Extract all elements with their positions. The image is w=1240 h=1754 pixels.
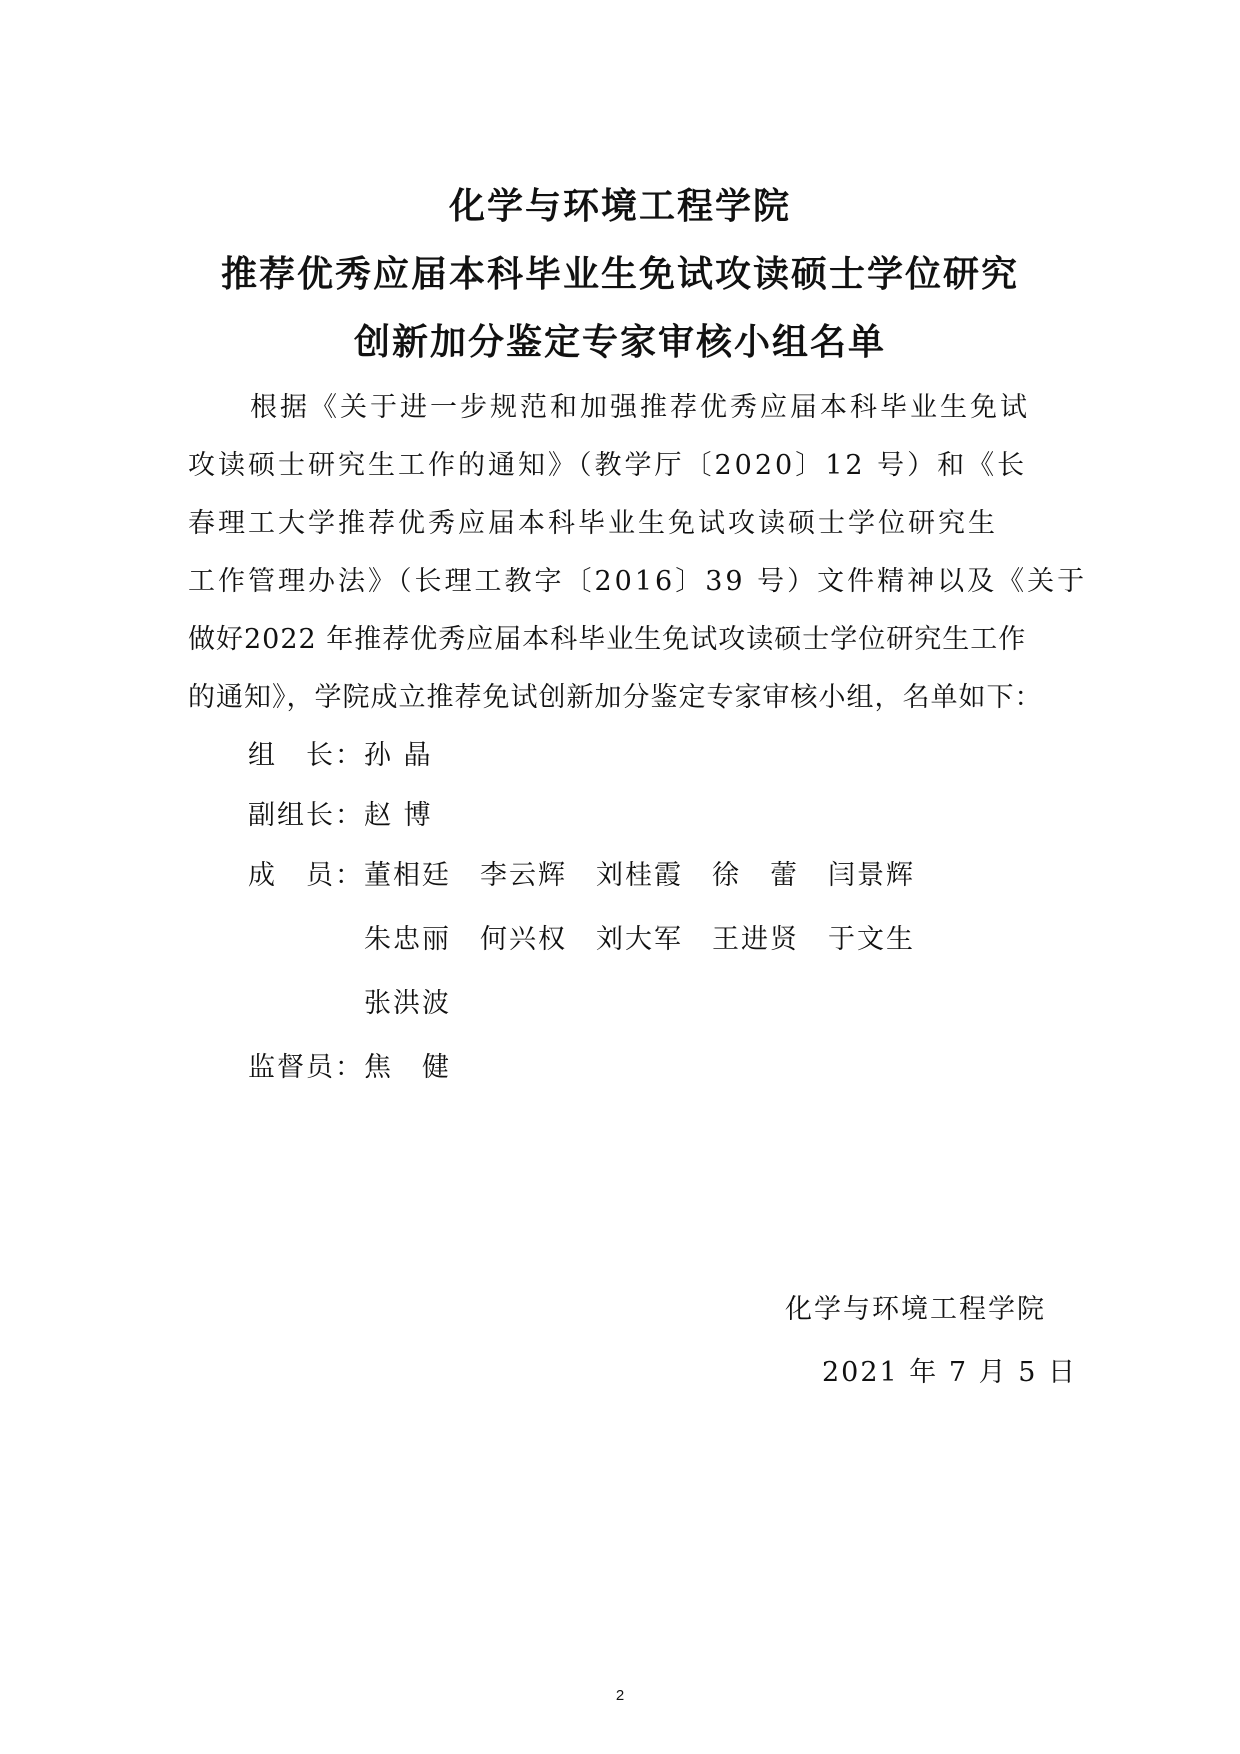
title-line-3: 创新加分鉴定专家审核小组名单 [353, 321, 886, 363]
deputy-names [364, 796, 480, 836]
member-name: 张洪波 [364, 988, 451, 1019]
leader-label: 组 长： [248, 740, 364, 771]
body-line-5: 做好2022 年推荐优秀应届本科毕业生免试攻读硕士学位研究生工作 [188, 624, 1027, 655]
member-name: 李云辉 [480, 860, 567, 891]
member-name: 朱忠丽 [364, 924, 451, 955]
leader-name: 孙 晶 [364, 740, 433, 771]
members-row-1 [364, 856, 944, 896]
member-name: 于文生 [828, 924, 915, 955]
page-number: 2 [615, 1687, 625, 1704]
supervisor-names [364, 1048, 480, 1088]
members-row-2 [364, 920, 944, 960]
deputy-name: 赵 博 [364, 800, 433, 831]
member-name: 刘桂霞 [596, 860, 683, 891]
members-row-3 [364, 984, 480, 1024]
body-line-6: 的通知》，学院成立推荐免试创新加分鉴定专家审核小组，名单如下： [188, 682, 1043, 713]
signature-date: 2021 年 7 月 5 日 [822, 1357, 1077, 1388]
body-line-4: 工作管理办法》（长理工教字〔2016〕39 号）文件精神以及《关于 [188, 566, 1088, 597]
member-name: 何兴权 [480, 924, 567, 955]
supervisor-name: 焦 健 [364, 1052, 451, 1083]
member-name: 董相廷 [364, 860, 451, 891]
body-line-2: 攻读硕士研究生工作的通知》（教学厅〔2020〕12 号）和《长 [188, 450, 1028, 481]
member-name: 徐 蕾 [712, 860, 799, 891]
signature-org: 化学与环境工程学院 [785, 1294, 1046, 1325]
title-line-1: 化学与环境工程学院 [448, 185, 791, 227]
member-name: 刘大军 [596, 924, 683, 955]
members-label: 成 员： [248, 860, 364, 891]
member-name: 闫景辉 [828, 860, 915, 891]
title-line-2: 推荐优秀应届本科毕业生免试攻读硕士学位研究 [220, 253, 1019, 295]
body-line-1: 根据《关于进一步规范和加强推荐优秀应届本科毕业生免试 [250, 392, 1030, 423]
body-line-3: 春理工大学推荐优秀应届本科毕业生免试攻读硕士学位研究生 [188, 508, 998, 539]
supervisor-label: 监督员： [248, 1052, 364, 1083]
leader-names [364, 736, 480, 776]
deputy-label: 副组长： [248, 800, 364, 831]
member-name: 王进贤 [712, 924, 799, 955]
